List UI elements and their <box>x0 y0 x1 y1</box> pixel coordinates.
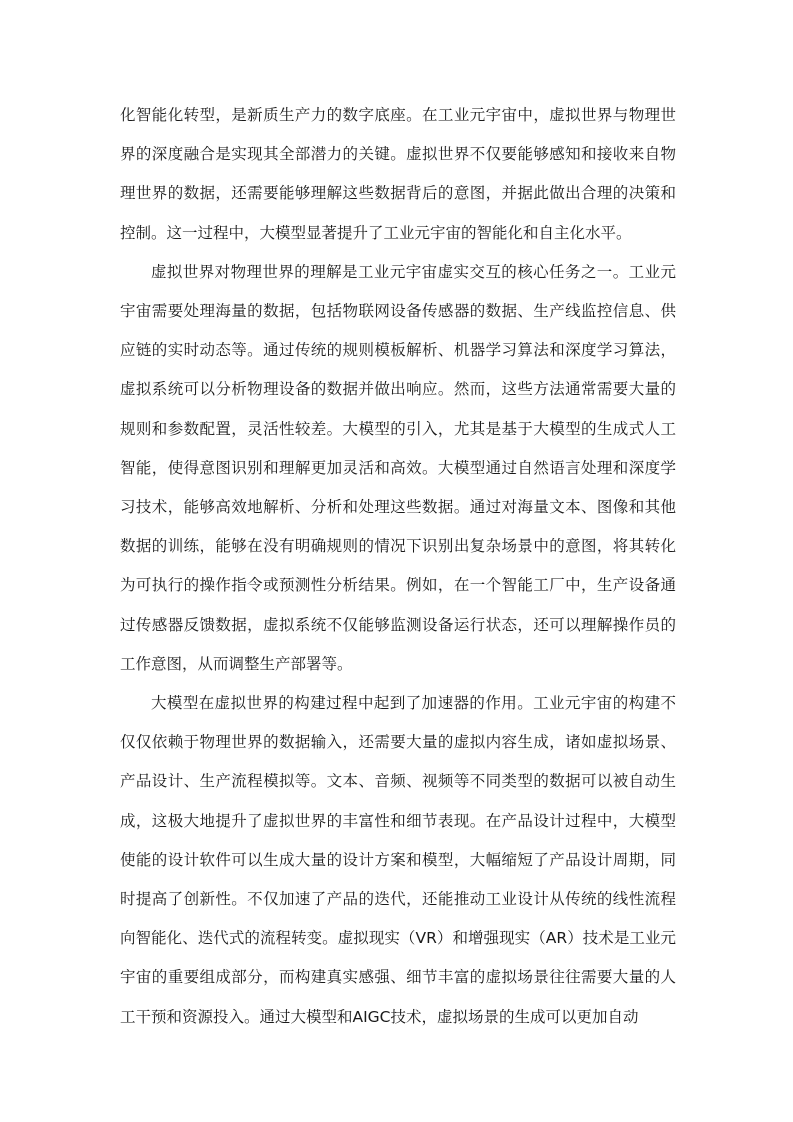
paragraph-2: 虚拟世界对物理世界的理解是工业元宇宙虚实交互的核心任务之一。工业元宇宙需要处理海量的数据，包括物联网设备传感器的数据、生产线监控信息、供应链的实时动态等。通过传统的规则模板解析、机器学习算法和深度学习算法，虚拟系统可以分析物理设备的数据并做出响应。然而，这些方法通常需要大量的规则和参数配置，灵活性较差。大模型的引入，尤其是基于大模型的生成式人工智能，使得意图识别和理解更加灵活和高效。大模型通过自然语言处理和深度学习技术，能够高效地解析、分析和处理这些数据。通过对海量文本、图像和其他数据的训练，能够在没有明确规则的情况下识别出复杂场景中的意图，将其转化为可执行的操作指令或预测性分析结果。例如，在一个智能工厂中，生产设备通过传感器反馈数据，虚拟系统不仅能够监测设备运行状态，还可以理解操作员的工作意图，从而调整生产部署等。 <box>120 262 676 673</box>
paragraph-3: 大模型在虚拟世界的构建过程中起到了加速器的作用。工业元宇宙的构建不仅仅依赖于物理世界的数据输入，还需要大量的虚拟内容生成，诸如虚拟场景、产品设计、生产流程模拟等。文本、音频、视频等不同类型的数据可以被自动生成，这极大地提升了虚拟世界的丰富性和细节表现。在产品设计过程中，大模型使能的设计软件可以生成大量的设计方案和模型，大幅缩短了产品设计周期，同时提高了创新性。不仅加速了产品的迭代，还能推动工业设计从传统的线性流程向智能化、迭代式的流程转变。虚拟现实（VR）和增强现实（AR）技术是工业元宇宙的重要组成部分，而构建真实感强、细节丰富的虚拟场景往往需要大量的人工干预和资源投入。通过大模型和AIGC技术，虚拟场景的生成可以更加自动 <box>120 694 676 1026</box>
document-body <box>120 96 676 1037</box>
paragraph-1: 化智能化转型，是新质生产力的数字底座。在工业元宇宙中，虚拟世界与物理世界的深度融合是实现其全部潜力的关键。虚拟世界不仅要能够感知和接收来自物理世界的数据，还需要能够理解这些数据背后的意图，并据此做出合理的决策和控制。这一过程中，大模型显著提升了工业元宇宙的智能化和自主化水平。 <box>120 106 676 242</box>
